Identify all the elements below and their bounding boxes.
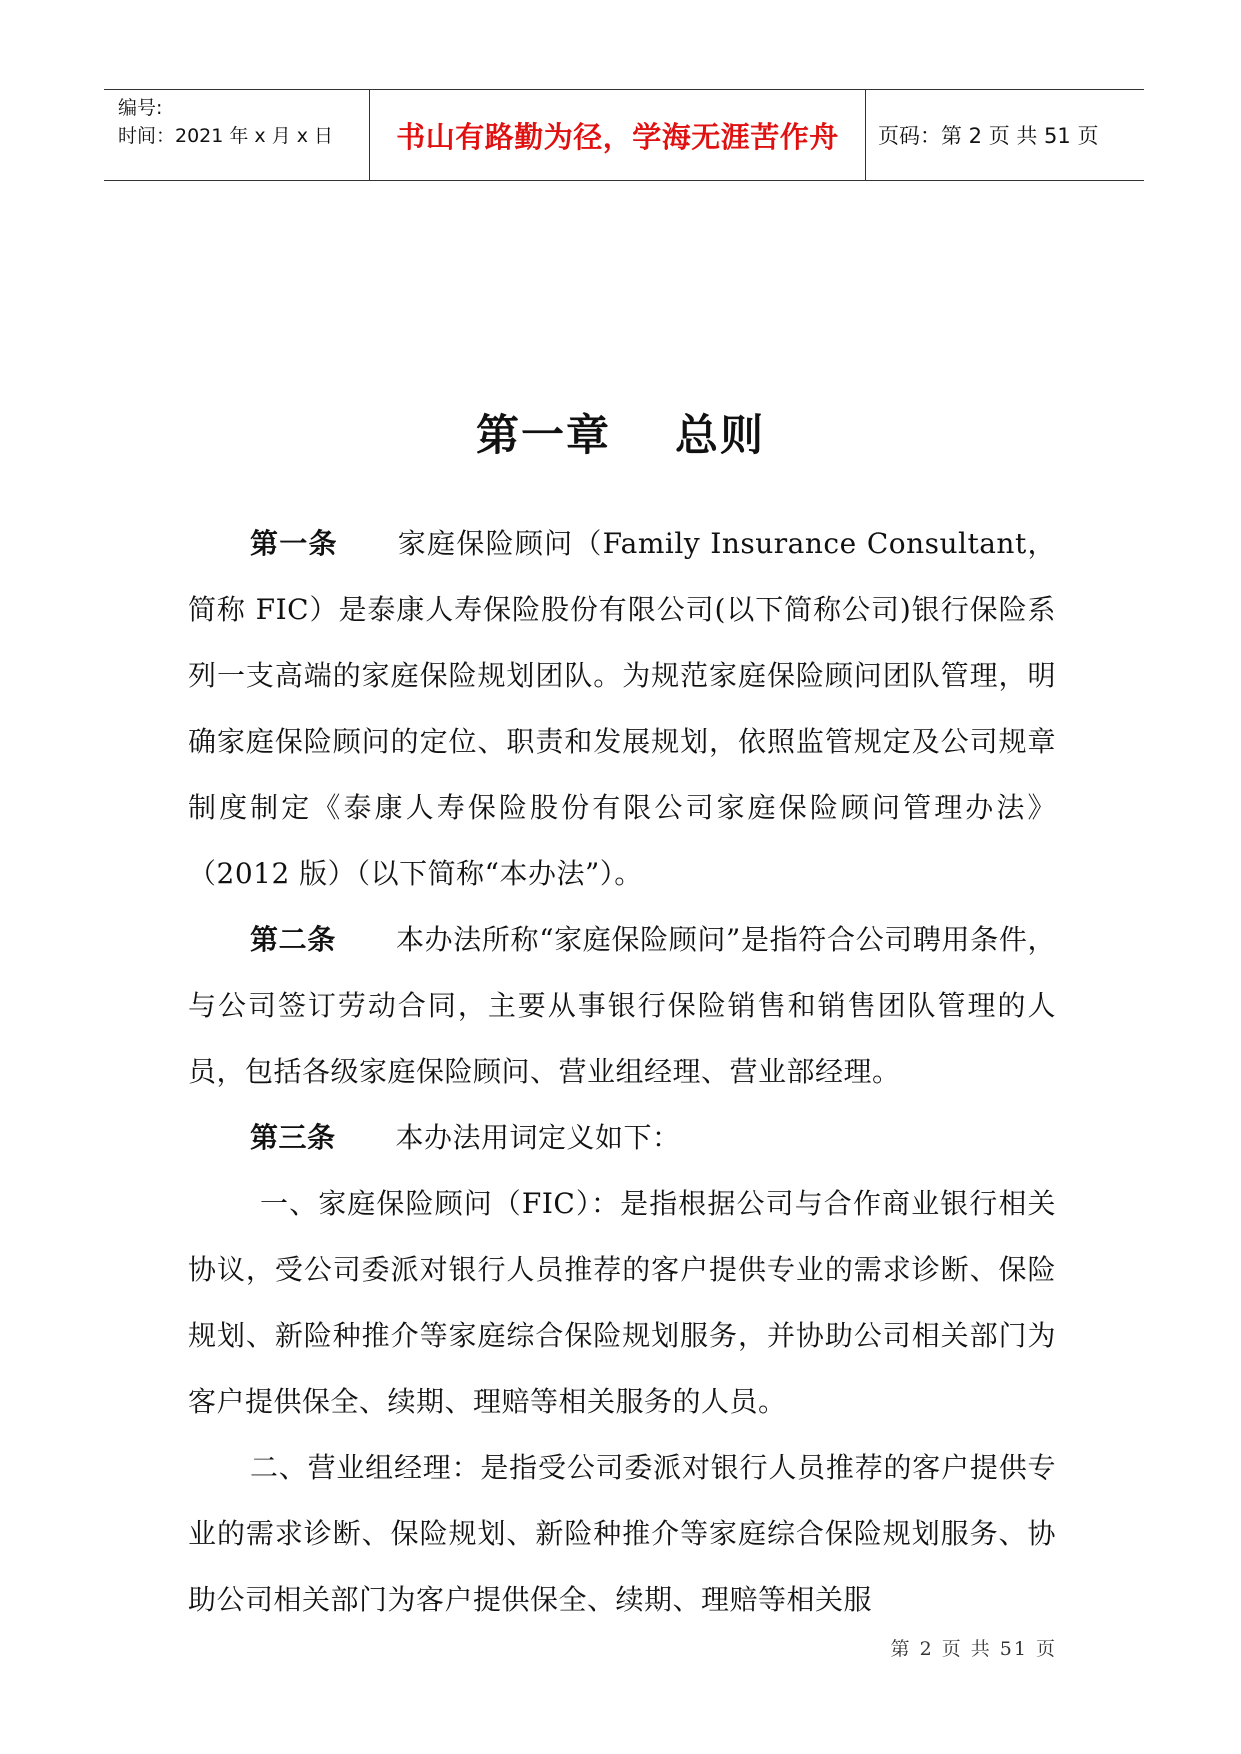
header-motto — [370, 90, 866, 180]
document-body — [188, 511, 1056, 1633]
page-header — [104, 89, 1144, 181]
definition-item: 一、家庭保险顾问（FIC）：是指根据公司与合作商业银行相关协议，受公司委派对银行人员推荐的客户提供专业的需求诊断、保险规划、新险种推介等家庭综合保险规划服务，并协助公司相关部门为客户提供保全、续期、理赔等相关服务的人员。 — [188, 1187, 1056, 1418]
article-number: 第三条 — [250, 1121, 336, 1154]
chapter-number: 第一章 — [476, 411, 611, 461]
article-3 — [188, 1105, 1056, 1171]
article-text: 家庭保险顾问（Family Insurance Consultant，简称 FIC）是泰康人寿保险股份有限公司(以下简称公司)银行保险系列一支高端的家庭保险规划团队。为规范家庭保险顾问团队管理，明确家庭保险顾问的定位、职责和发展规划，依照监管规定及公司规章制度制定《泰康人寿保险股份有限公司家庭保险顾问管理办法》（2012 版）（以下简称“本办法”）。 — [188, 527, 1056, 890]
article-1 — [188, 511, 1056, 907]
header-motto-text: 书山有路勤为径，学海无涯苦作舟 — [396, 119, 839, 154]
page-footer — [891, 1634, 1057, 1661]
header-page-label: 页码：第 2 页 共 51 页 — [878, 124, 1099, 148]
footer-page-number: 第 2 页 共 51 页 — [890, 1638, 1057, 1660]
article-number: 第二条 — [250, 923, 336, 956]
article-number: 第一条 — [250, 527, 338, 560]
definition-item: 二、营业组经理：是指受公司委派对银行人员推荐的客户提供专业的需求诊断、保险规划、新险种推介等家庭综合保险规划服务、协助公司相关部门为客户提供保全、续期、理赔等相关服 — [188, 1451, 1056, 1616]
chapter-title — [0, 402, 1241, 463]
article-text: 本办法用词定义如下： — [395, 1121, 681, 1154]
header-page-info — [866, 90, 1144, 180]
header-meta — [104, 90, 370, 180]
header-number-label: 编号: — [118, 97, 163, 119]
header-time-label: 时间：2021 年 x 月 x 日 — [118, 125, 334, 147]
article-text: 本办法所称“家庭保险顾问”是指符合公司聘用条件，与公司签订劳动合同，主要从事银行保险销售和销售团队管理的人员，包括各级家庭保险顾问、营业组经理、营业部经理。 — [188, 923, 1056, 1088]
article-2 — [188, 907, 1056, 1105]
chapter-name: 总则 — [675, 411, 765, 461]
